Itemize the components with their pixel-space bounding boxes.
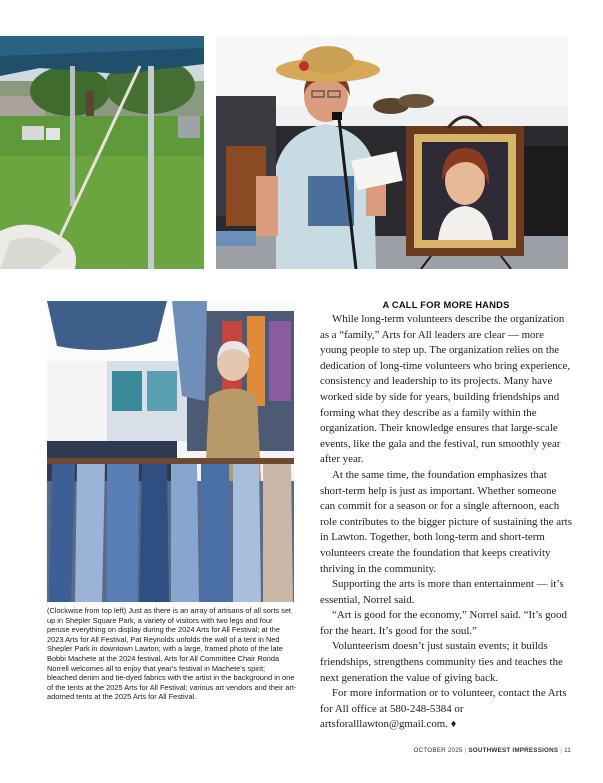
tent-photo-graphic <box>0 36 204 269</box>
article-paragraph: While long-term volunteers describe the organization as a “family,” Arts for All leaders are clear — more young people to step up. The organization relies on the dedication of long-time volunteers who bring experience, consistency and leadership to its projects. Many have worked side by side for years, building friendships and forming what they describe as a family within the organization. Their knowledge ensures that large-scale events, like the gala and the festival, run smoothly year after year. <box>320 313 571 466</box>
issue-date: OCTOBER 2025 <box>413 747 463 754</box>
tent-photo <box>0 36 204 269</box>
article-paragraph: For more information or to volunteer, contact the Arts for All office at 580-248-5384 or artsforalllawton@gmail.com. ♦ <box>320 687 567 731</box>
article-column <box>320 298 572 733</box>
speaker-photo <box>216 36 568 269</box>
vendor-photo <box>47 301 294 602</box>
article-paragraph: “Art is good for the economy,” Norrel said. “It’s good for the heart. It’s good for the soul.” <box>320 609 567 637</box>
speaker-photo-graphic <box>216 36 568 269</box>
article-paragraph: At the same time, the foundation emphasizes that short-term help is just as important. Whether someone can commit for a season or for a single afternoon, each role contributes to the bigger picture of sustaining the arts in Lawton. Together, both long-term and short-term volunteers create the foundation that keeps creativity thriving in the community. <box>320 468 572 575</box>
folio-separator: | <box>560 747 563 754</box>
article-paragraph: Supporting the arts is more than entertainment — it’s essential, Norrel said. <box>320 578 564 606</box>
publication-name: SOUTHWEST IMPRESSIONS <box>468 747 559 754</box>
article-paragraph: Volunteerism doesn’t just sustain events; it builds friendships, strengthens community ties and teaches the next generation the value of giving back. <box>320 640 563 684</box>
page-footer <box>413 747 571 754</box>
vendor-photo-graphic <box>47 301 294 602</box>
folio-separator: | <box>464 747 467 754</box>
photo-caption: (Clockwise from top left) Just as there is an array of artisans of all sorts set up in Shepler Square Park, a variety of visitors with two legs and four peruse everything on display during the 2024 Arts for All Festival; at the 2023 Arts for All Festival, Pat Reynolds unfolds the wall of a tent in Ned Shepler Park in downtown Lawton; with a large, framed photo of the late Bobbi Machete at the 2024 festival, Arts for All Committee Chair Ronda Norrell welcomes all to enjoy that year's festival in Machete's spirit; bleached denim and tie-dyed fabrics with the artist in the background in one of the tents at the 2025 Arts for All Festival; various art vendors and their art-adorned tents at the 2025 Arts for All Festival. <box>47 606 297 702</box>
section-heading: A CALL FOR MORE HANDS <box>382 299 510 310</box>
page-number: 11 <box>564 747 571 754</box>
